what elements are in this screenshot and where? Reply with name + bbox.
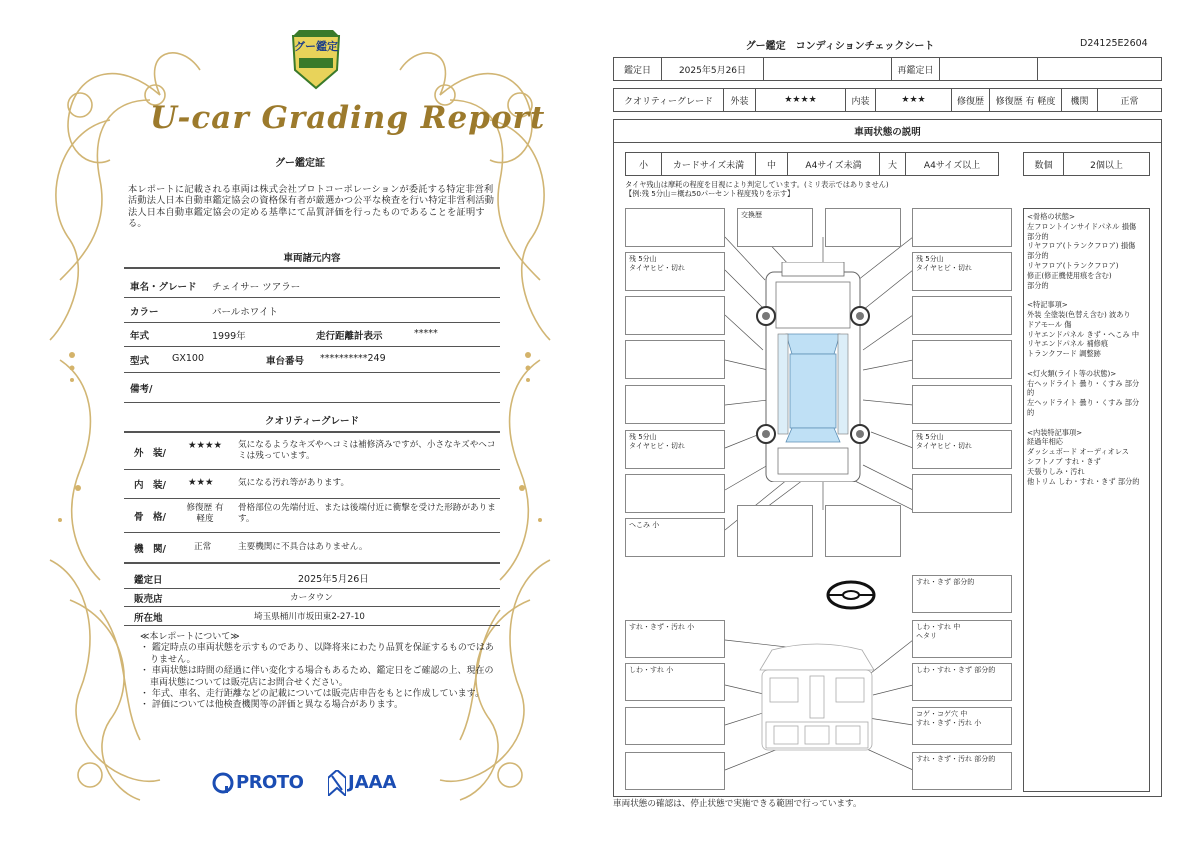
date-label: 鑑定日 [614,58,662,80]
replacement-history-box: 交換歴 [737,208,813,247]
remark-line: 部分的 [1027,231,1049,241]
divider [124,267,500,269]
appraisal-date-row [613,57,1162,81]
legend-large-desc: A4サイズ以上 [923,160,981,171]
interior-box-4: コゲ・コゲ穴 中 すれ・きず・汚れ 小 [912,707,1012,745]
car-name-value: チェイサー ツアラー [212,282,301,293]
spec-section-title: 車両諸元内容 [283,253,341,264]
chassis-value: **********249 [320,353,386,364]
remark-line [1027,418,1146,428]
year-label: 年式 [130,331,150,342]
report-script-title: U-car Grading Report [150,100,546,136]
exterior-comment: 気になるようなキズやヘコミは補修済みですが、小さなキズやヘコミは残っています。 [238,440,496,461]
exterior-label: 外 装/ [134,448,166,459]
engine-value: 正常 [1120,96,1139,107]
legend-large: 大 [880,153,906,175]
condition-box [737,505,813,557]
quality-grade-label: クオリティーグレード [614,89,724,111]
condition-box [912,296,1012,335]
address-value: 埼玉県桶川市坂田東2-27-10 [254,612,365,622]
car-name-label: 車名・グレード [130,282,197,293]
remark-line [1027,290,1146,300]
remark-line: トランクフード 調整跡 [1027,349,1101,359]
remark-line: 天張りしみ・汚れ [1027,466,1085,476]
tire-example-note: 【例:残 5分山＝概ね50パーセント程度残りを示す】 [625,189,795,198]
engine-value: 正常 [194,542,212,552]
interior-label: 内 装/ [134,480,166,491]
legend-medium-desc: A4サイズ未満 [788,153,880,175]
remark-line: ドアモール 傷 [1027,319,1072,329]
divider [124,322,500,323]
tire-note: タイヤ残山は摩耗の程度を目視により判定しています。(ミリ表示ではありません) [625,180,889,189]
remark-line: <内装特記事項> [1027,427,1083,437]
interior-left-box-2: しわ・すれ 小 [625,663,725,701]
remark-line: シフトノブ すれ・きず [1027,456,1101,466]
condition-box [912,385,1012,424]
remark-line: 他トリム しわ・すれ・きず 部分的 [1027,476,1140,486]
interior-stars: ★★★ [188,477,214,488]
car-top-view-diagram [752,262,874,482]
divider [124,588,500,589]
int-label: 内装 [846,89,876,111]
remark-line: リヤフロア(トランクフロア) 損傷 [1027,241,1136,251]
remark-line [1027,359,1146,369]
jaaa-logo-text: JAAA [348,772,397,793]
legend-count-desc: 2個以上 [1090,160,1123,171]
condition-section-title: 車両状態の説明 [613,119,1162,143]
divider [124,297,500,298]
repair-value: 修復歴 有 軽度 [990,89,1062,111]
car-interior-diagram [752,640,882,752]
remark-line: リヤエンドパネル 補修痕 [1027,339,1109,349]
condition-box [625,385,725,424]
quality-section-title: クオリティーグレード [264,416,360,427]
steering-wheel-icon [826,580,876,610]
mileage-label: 走行距離計表示 [316,331,383,342]
mileage-value: ***** [414,328,438,339]
remark-line: 左ヘッドライト 曇り・くすみ 部分的 [1027,398,1140,417]
legend-small: 小 [626,153,662,175]
condition-box [912,208,1012,247]
remark-line: リヤエンドパネル きず・へこみ 中 [1027,329,1140,339]
rear-right-tire-box: 残 5分山 タイヤヒビ・切れ [912,430,1012,469]
legend-small-desc: カードサイズ未満 [662,153,756,175]
legend-medium: 中 [756,153,788,175]
dealer-value: カータウン [290,593,333,603]
year-value: 1999年 [212,331,246,342]
note-item: ・ 鑑定時点の車両状態を示すものであり、以降将来にわたり品質を保証するものではありません。 [140,643,494,665]
engine-label: 機 関/ [134,544,166,555]
interior-box-3: しわ・すれ・きず 部分的 [912,663,1012,701]
divider [124,346,500,347]
remark-line: 部分的 [1027,280,1049,290]
count-legend [1023,152,1150,176]
remark-line: ダッシュボード オーディオレス [1027,447,1129,457]
condition-box [625,296,725,335]
divider [124,562,500,564]
report-notes [140,632,500,712]
color-value: パールホワイト [212,307,279,318]
quality-grade-row [613,88,1162,112]
divider [124,498,500,499]
divider [124,469,500,470]
divider [124,625,500,626]
dealer-label: 販売店 [134,594,163,605]
size-legend [625,152,999,176]
certificate-body: 本レポートに記載される車両は株式会社プロトコーポレーションが委託する特定非営利活動法人日本自動車鑑定協会の資格保有者が厳選かつ公平な検査を行い特定非営利活動法人日本自動車鑑定協会の定める基準にて品質評価を行ったものであることを証明する。 [128,184,495,230]
note-item: ・ 年式、車名、走行距離などの記載については販売店申告をもとに作成しています。 [140,689,484,700]
interior-comment: 気になる汚れ等があります。 [238,478,350,488]
repair-label: 修復歴 [952,89,990,111]
appraisal-date-value: 2025年5月26日 [298,574,369,585]
condition-box [825,208,901,247]
remark-line: <骨格の状態> [1027,212,1075,221]
notes-label: 備考/ [130,384,153,395]
divider [124,402,500,403]
remark-line: 左フロントインサイドパネル 損傷 [1027,221,1137,231]
bottom-left-box: へこみ 小 [625,518,725,557]
interior-box-1: すれ・きず 部分的 [912,575,1012,613]
int-stars: ★★★ [876,89,952,111]
divider [124,431,500,433]
model-value: GX100 [172,353,205,364]
badge-label: グー鑑定 [294,40,338,53]
footer-note: 車両状態の確認は、停止状態で実施できる範囲で行っています。 [613,799,862,809]
note-item: ・ 車両状態は時間の経過に伴い変化する場合もあるため、鑑定日をご確認の上、現在の車両状態については販売店にお問合せください。 [140,666,494,688]
chassis-label: 車台番号 [266,356,305,367]
front-left-tire-box: 残 5分山 タイヤヒビ・切れ [625,252,725,291]
remark-line: 修正(修正機使用痕を含む) [1027,270,1112,280]
note-item: ・ 評価については他検査機関等の評価と異なる場合があります。 [140,700,403,711]
condition-box [912,340,1012,379]
engine-comment: 主要機関に不具合はありません。 [238,542,368,552]
frame-comment: 骨格部位の先端付近、または後端付近に衝撃を受けた形跡があります。 [238,503,496,524]
ext-label: 外装 [724,89,756,111]
color-label: カラー [130,307,159,318]
frame-label: 骨 格/ [134,512,166,523]
reappraisal-value [940,58,1038,80]
condition-box [912,474,1012,513]
interior-box-2: しわ・すれ 中 ヘタリ [912,620,1012,658]
certificate-title: グー鑑定証 [275,158,325,169]
frame-value: 修復歴 有 軽度 [186,503,224,524]
divider [124,532,500,533]
remark-line: リヤフロア(トランクフロア) [1027,260,1119,270]
address-label: 所在地 [134,613,163,624]
appraisal-date-label: 鑑定日 [134,575,163,586]
remark-line: <灯火類(ライト等の状態)> [1027,368,1117,378]
condition-box [625,752,725,790]
engine-label: 機関 [1062,89,1098,111]
proto-logo-text: PROTO [236,772,304,793]
condition-box [625,707,725,745]
interior-box-5: すれ・きず・汚れ 部分的 [912,752,1012,790]
legend-count: 数個 [1024,153,1064,175]
checksheet-title: グー鑑定 コンディションチェックシート [745,41,935,52]
notes-title: ≪本レポートについて≫ [140,632,240,642]
proto-logo-icon [212,772,234,794]
empty-cell [764,58,892,80]
condition-box [625,340,725,379]
date-value: 2025年5月26日 [662,58,764,80]
jaaa-logo-icon [328,770,346,796]
condition-box [625,208,725,247]
remark-line: 外装 全塗装(色替え含む) 波あり [1027,309,1131,319]
interior-left-box-1: すれ・きず・汚れ 小 [625,620,725,658]
remarks-panel [1023,208,1150,792]
condition-box [625,474,725,513]
document-id: D24125E2604 [1080,38,1148,49]
model-label: 型式 [130,356,150,367]
exterior-stars: ★★★★ [188,440,223,451]
remark-line: 経過年相応 [1027,437,1063,447]
remark-line: <特記事項> [1027,300,1068,310]
divider [124,606,500,607]
rear-left-tire-box: 残 5分山 タイヤヒビ・切れ [625,430,725,469]
remark-line: 部分的 [1027,251,1049,261]
remark-line: 右ヘッドライト 曇り・くすみ 部分的 [1027,378,1140,398]
condition-box [825,505,901,557]
front-right-tire-box: 残 5分山 タイヤヒビ・切れ [912,252,1012,291]
divider [124,372,500,373]
reappraisal-label: 再鑑定日 [892,58,940,80]
ext-stars: ★★★★ [756,89,846,111]
